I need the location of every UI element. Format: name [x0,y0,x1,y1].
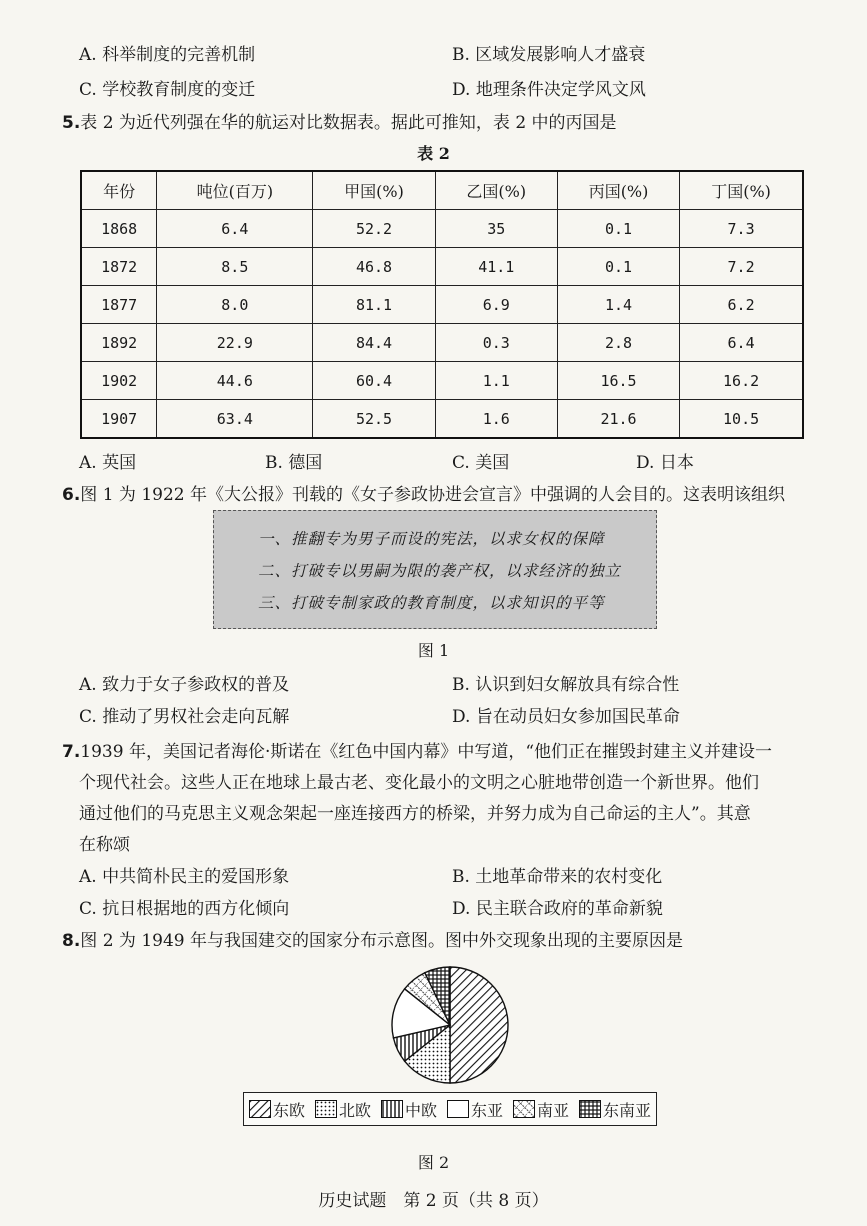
q7-stem-1: 1939 年，美国记者海伦·斯诺在《红色中国内幕》中写道，“他们正在摧毁封建主义并建设一 [80,742,773,762]
figure-2-caption: 图 2 [417,1153,450,1172]
table-row [81,362,803,400]
legend-label: 东亚 [470,1100,503,1120]
q6-option-a: A. 致力于女子参政权的普及 [79,675,290,695]
cell-year: 1872 [81,248,157,286]
legend-item [249,1098,305,1121]
figure-2-pie-chart [380,962,520,1088]
cell-yi: 6.9 [435,286,557,324]
cell-jia: 52.5 [313,400,435,439]
q7-option-d: D. 民主联合政府的革命新貌 [452,899,663,919]
q7-option-a: A. 中共简朴民主的爱国形象 [79,867,290,887]
legend-label: 北欧 [338,1100,371,1120]
cell-yi: 35 [435,210,557,248]
q5-number: 5. [62,113,81,133]
legend-item [315,1098,371,1121]
q8-question [62,926,683,951]
cell-ding: 6.2 [680,286,803,324]
q6-stem: 图 1 为 1922 年《大公报》刊载的《女子参政协进会宣言》中强调的人会目的。这表明该组织 [80,485,785,505]
cell-bing: 2.8 [557,324,679,362]
header-tonnage: 吨位(百万) [157,171,313,210]
cell-year: 1892 [81,324,157,362]
page-footer: 历史试题 第 2 页（共 8 页） [318,1191,549,1211]
figure-1-box [213,510,657,629]
legend-label: 东欧 [272,1100,305,1120]
pie-slice-east-europe [450,967,508,1083]
header-country-ding: 丁国(%) [680,171,803,210]
header-year: 年份 [81,171,157,210]
figure-1-line: 二、打破专以男嗣为限的袭产权，以求经济的独立 [258,562,622,580]
legend-label: 东南亚 [602,1100,651,1120]
q5-option-b: B. 德国 [265,453,323,473]
q5-question [62,108,617,133]
cell-ding: 6.4 [680,324,803,362]
cell-tonnage: 8.0 [157,286,313,324]
cell-ding: 7.2 [680,248,803,286]
q4-option-b: B. 区域发展影响人才盛衰 [452,45,646,65]
cell-year: 1868 [81,210,157,248]
cell-yi: 0.3 [435,324,557,362]
q8-number: 8. [62,931,81,951]
table-row [81,400,803,439]
cell-tonnage: 6.4 [157,210,313,248]
cell-bing: 1.4 [557,286,679,324]
q4-option-a: A. 科举制度的完善机制 [79,45,256,65]
figure-1-caption: 图 1 [417,641,450,660]
q7-line-3: 通过他们的马克思主义观念架起一座连接西方的桥梁，并努力成为自己命运的主人”。其意 [79,804,751,824]
cell-ding: 10.5 [680,400,803,439]
legend-swatch-grid [579,1100,601,1118]
cell-year: 1902 [81,362,157,400]
cell-tonnage: 63.4 [157,400,313,439]
legend-item [447,1098,503,1121]
q4-option-d: D. 地理条件决定学风文风 [452,80,646,100]
legend-swatch-diagonal [249,1100,271,1118]
figure-2-legend [243,1092,657,1126]
q6-number: 6. [62,485,81,505]
cell-bing: 0.1 [557,248,679,286]
cell-bing: 0.1 [557,210,679,248]
cell-tonnage: 44.6 [157,362,313,400]
cell-year: 1877 [81,286,157,324]
cell-ding: 16.2 [680,362,803,400]
figure-1-line: 一、推翻专为男子而设的宪法，以求女权的保障 [258,530,605,548]
table2-caption: 表 2 [417,144,450,163]
cell-tonnage: 8.5 [157,248,313,286]
cell-tonnage: 22.9 [157,324,313,362]
cell-jia: 81.1 [313,286,435,324]
cell-jia: 84.4 [313,324,435,362]
q6-option-b: B. 认识到妇女解放具有综合性 [452,675,680,695]
header-country-jia: 甲国(%) [313,171,435,210]
legend-label: 南亚 [536,1100,569,1120]
cell-year: 1907 [81,400,157,439]
q7-option-b: B. 土地革命带来的农村变化 [452,867,663,887]
cell-ding: 7.3 [680,210,803,248]
legend-item [579,1098,651,1121]
cell-jia: 52.2 [313,210,435,248]
q5-option-d: D. 日本 [636,453,694,473]
header-country-bing: 丙国(%) [557,171,679,210]
q7-option-c: C. 抗日根据地的西方化倾向 [79,899,290,919]
q8-stem: 图 2 为 1949 年与我国建交的国家分布示意图。图中外交现象出现的主要原因是 [80,931,683,951]
cell-bing: 21.6 [557,400,679,439]
header-country-yi: 乙国(%) [435,171,557,210]
q5-option-a: A. 英国 [79,453,137,473]
legend-item [513,1098,569,1121]
legend-item [381,1098,437,1121]
legend-swatch-vertical [381,1100,403,1118]
q7-line-4: 在称颂 [79,835,130,855]
q7-line-1 [62,737,772,762]
legend-swatch-blank [447,1100,469,1118]
q5-stem: 表 2 为近代列强在华的航运对比数据表。据此可推知，表 2 中的丙国是 [80,113,617,133]
legend-label: 中欧 [404,1100,437,1120]
cell-jia: 46.8 [313,248,435,286]
table-row [81,248,803,286]
q6-question [62,480,785,505]
cell-bing: 16.5 [557,362,679,400]
q7-number: 7. [62,742,81,762]
figure-1-line: 三、打破专制家政的教育制度，以求知识的平等 [258,594,605,612]
q4-option-c: C. 学校教育制度的变迁 [79,80,256,100]
legend-swatch-dots [315,1100,337,1118]
table-row [81,286,803,324]
cell-yi: 1.1 [435,362,557,400]
q7-line-2: 个现代社会。这些人正在地球上最古老、变化最小的文明之心脏地带创造一个新世界。他们 [79,773,759,793]
q6-option-c: C. 推动了男权社会走向瓦解 [79,707,290,727]
table-row [81,210,803,248]
table-header-row [81,171,803,210]
table-row [81,324,803,362]
q5-option-c: C. 美国 [452,453,510,473]
q6-option-d: D. 旨在动员妇女参加国民革命 [452,707,680,727]
cell-yi: 1.6 [435,400,557,439]
cell-jia: 60.4 [313,362,435,400]
cell-yi: 41.1 [435,248,557,286]
table-2 [80,170,804,439]
legend-swatch-crosshatch [513,1100,535,1118]
